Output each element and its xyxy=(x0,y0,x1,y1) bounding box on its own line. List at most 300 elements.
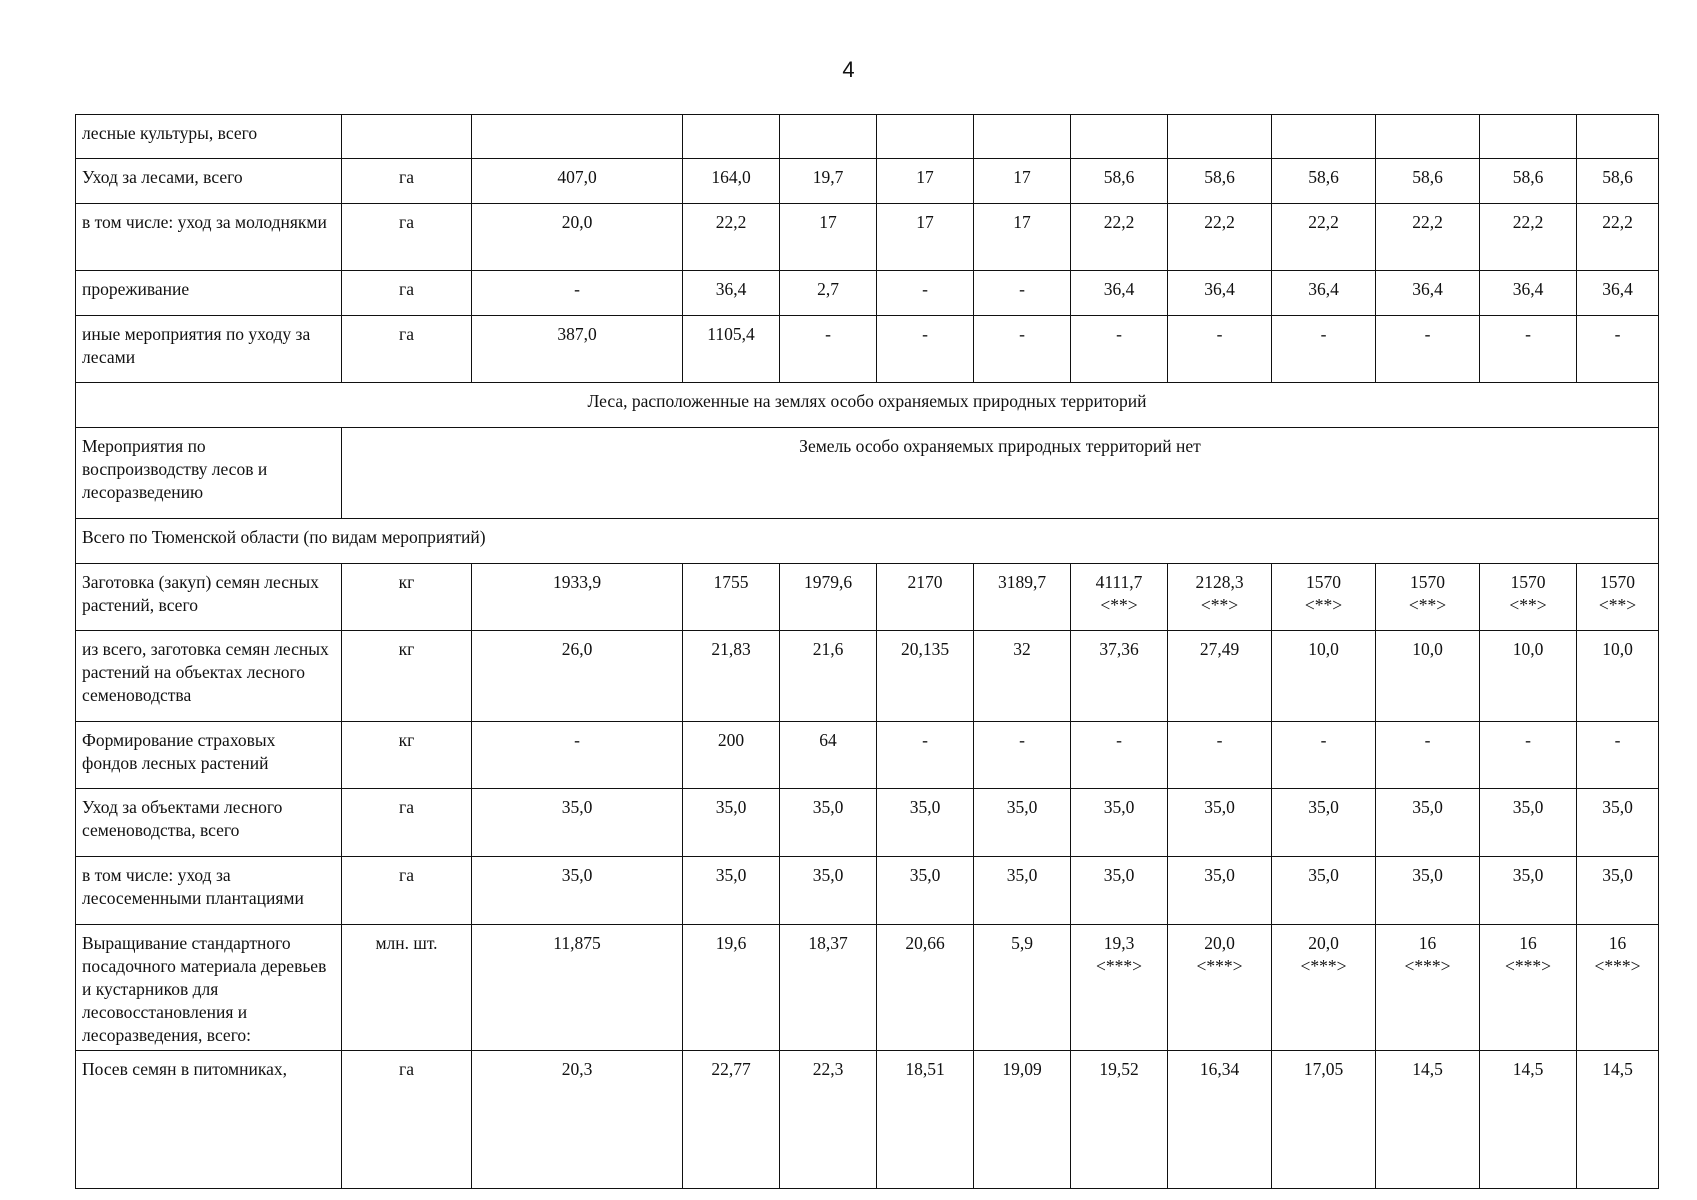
section-row xyxy=(76,383,1659,428)
cell-value: - xyxy=(922,324,928,344)
cell-value: 14,5 xyxy=(1512,1059,1544,1079)
value-cell xyxy=(1480,204,1577,271)
value-cell xyxy=(472,631,683,722)
cell-value: 16 xyxy=(1418,933,1437,953)
value-cell xyxy=(1480,631,1577,722)
row-unit: га xyxy=(342,271,472,316)
cell-value: 16,34 xyxy=(1199,1059,1240,1079)
value-cell xyxy=(1376,789,1480,857)
cell-value: 58,6 xyxy=(1602,167,1633,187)
cell-value: - xyxy=(1525,324,1531,344)
value-cell xyxy=(1480,789,1577,857)
value-cell xyxy=(974,631,1071,722)
value-cell xyxy=(683,115,780,159)
value-cell xyxy=(974,564,1071,631)
cell-value: 1755 xyxy=(713,572,749,592)
cell-value: 35,0 xyxy=(1308,797,1339,817)
value-cell xyxy=(780,271,877,316)
cell-value: 19,3 xyxy=(1103,933,1135,953)
value-cell xyxy=(1272,564,1376,631)
cell-value: 3189,7 xyxy=(997,572,1047,592)
cell-value: 36,4 xyxy=(1308,279,1339,299)
value-cell xyxy=(1168,564,1272,631)
cell-value: 35,0 xyxy=(909,865,941,885)
value-cell xyxy=(1577,1051,1659,1189)
cell-value: 36,4 xyxy=(1512,279,1544,299)
footnote-mark: <**> xyxy=(1408,595,1447,615)
cell-value: 58,6 xyxy=(1204,167,1235,187)
cell-value: 35,0 xyxy=(812,797,844,817)
value-cell xyxy=(683,789,780,857)
value-cell xyxy=(1376,925,1480,1051)
cell-value: 36,4 xyxy=(1204,279,1235,299)
cell-value: - xyxy=(825,324,831,344)
cell-value: 17,05 xyxy=(1303,1059,1344,1079)
value-cell xyxy=(877,789,974,857)
row-unit: га xyxy=(342,789,472,857)
row-label: Выращивание стандартного посадочного материала деревьев и кустарников для лесовосстановления и лесоразведения, всего: xyxy=(76,925,342,1051)
value-cell xyxy=(1071,722,1168,789)
cell-value: 2128,3 xyxy=(1195,572,1244,592)
value-cell xyxy=(1168,631,1272,722)
footnote-mark: <**> xyxy=(1200,595,1239,615)
value-cell xyxy=(1272,631,1376,722)
cell-value: 16 xyxy=(1608,933,1627,953)
value-cell xyxy=(1577,857,1659,925)
value-cell xyxy=(780,789,877,857)
cell-value: 10,0 xyxy=(1412,639,1443,659)
cell-value: 17 xyxy=(916,167,934,187)
cell-value: 35,0 xyxy=(1103,797,1135,817)
cell-value: 4111,7 xyxy=(1095,572,1143,592)
value-cell xyxy=(1071,789,1168,857)
cell-value: 35,0 xyxy=(715,865,747,885)
cell-value: 35,0 xyxy=(1412,865,1443,885)
value-cell xyxy=(1376,115,1480,159)
value-cell xyxy=(683,204,780,271)
cell-value: 22,2 xyxy=(715,212,747,232)
row-label: в том числе: уход за лесосеменными плантациями xyxy=(76,857,342,925)
cell-value: 17 xyxy=(819,212,837,232)
value-cell xyxy=(683,631,780,722)
value-cell xyxy=(974,115,1071,159)
value-cell xyxy=(1376,564,1480,631)
value-cell xyxy=(1480,564,1577,631)
cell-value: 35,0 xyxy=(561,797,593,817)
cell-value: 58,6 xyxy=(1412,167,1443,187)
cell-value: 35,0 xyxy=(1204,797,1235,817)
cell-value: 1933,9 xyxy=(552,572,602,592)
table-row xyxy=(76,631,1659,722)
value-cell xyxy=(877,204,974,271)
row-label: иные мероприятия по уходу за лесами xyxy=(76,316,342,383)
footnote-mark: <***> xyxy=(1096,956,1142,976)
row-unit: га xyxy=(342,857,472,925)
value-cell xyxy=(683,925,780,1051)
cell-value: 35,0 xyxy=(812,865,844,885)
cell-value: - xyxy=(1525,730,1531,750)
value-cell xyxy=(1480,857,1577,925)
value-cell xyxy=(780,316,877,383)
cell-value: 36,4 xyxy=(1602,279,1633,299)
value-cell xyxy=(1071,159,1168,204)
cell-value: 20,135 xyxy=(900,639,950,659)
value-cell xyxy=(1480,115,1577,159)
cell-value: 36,4 xyxy=(1412,279,1443,299)
value-cell xyxy=(683,564,780,631)
row-label: из всего, заготовка семян лесных растений на объектах лесного семеноводства xyxy=(76,631,342,722)
cell-value: 37,36 xyxy=(1099,639,1139,659)
value-cell xyxy=(1168,789,1272,857)
value-cell xyxy=(1272,857,1376,925)
cell-value: 58,6 xyxy=(1103,167,1135,187)
table-row xyxy=(76,925,1659,1051)
value-cell xyxy=(472,857,683,925)
row-unit: га xyxy=(342,316,472,383)
value-cell xyxy=(1071,316,1168,383)
table-row xyxy=(76,159,1659,204)
value-cell xyxy=(780,925,877,1051)
cell-value: 14,5 xyxy=(1412,1059,1443,1079)
forestry-measures-table xyxy=(75,114,1659,1189)
value-cell xyxy=(683,316,780,383)
value-cell xyxy=(1480,159,1577,204)
value-cell xyxy=(780,564,877,631)
cell-value: 26,0 xyxy=(561,639,593,659)
value-cell xyxy=(1168,925,1272,1051)
cell-value: - xyxy=(1320,730,1327,750)
value-cell xyxy=(472,564,683,631)
cell-value: - xyxy=(574,279,580,299)
cell-value: - xyxy=(1116,730,1122,750)
value-cell xyxy=(1272,115,1376,159)
cell-value: - xyxy=(1216,324,1223,344)
cell-value: - xyxy=(574,730,580,750)
cell-value: 387,0 xyxy=(557,324,597,344)
footnote-mark: <***> xyxy=(1505,956,1551,976)
value-cell xyxy=(1480,722,1577,789)
cell-value: 1570 xyxy=(1410,572,1445,592)
cell-value: 22,2 xyxy=(1602,212,1633,232)
table-row xyxy=(76,428,1659,519)
oopt-note: Земель особо охраняемых природных территорий нет xyxy=(342,428,1659,519)
cell-value: 35,0 xyxy=(1006,797,1038,817)
value-cell xyxy=(472,159,683,204)
value-cell xyxy=(1376,631,1480,722)
footnote-mark: <***> xyxy=(1594,956,1641,976)
cell-value: 10,0 xyxy=(1512,639,1544,659)
cell-value: 1570 xyxy=(1306,572,1341,592)
cell-value: 2170 xyxy=(907,572,943,592)
value-cell xyxy=(683,722,780,789)
value-cell xyxy=(472,925,683,1051)
value-cell xyxy=(877,925,974,1051)
cell-value: - xyxy=(1019,730,1025,750)
value-cell xyxy=(1168,115,1272,159)
value-cell xyxy=(1168,204,1272,271)
value-cell xyxy=(974,316,1071,383)
cell-value: 1105,4 xyxy=(707,324,755,344)
cell-value: 21,83 xyxy=(711,639,751,659)
value-cell xyxy=(1376,1051,1480,1189)
value-cell xyxy=(1071,925,1168,1051)
value-cell xyxy=(780,1051,877,1189)
row-unit xyxy=(342,115,472,159)
cell-value: 35,0 xyxy=(1512,865,1544,885)
cell-value: 22,2 xyxy=(1308,212,1339,232)
cell-value: 22,2 xyxy=(1204,212,1235,232)
section-row xyxy=(76,519,1659,564)
value-cell xyxy=(877,115,974,159)
cell-value: 10,0 xyxy=(1602,639,1633,659)
table-row xyxy=(76,857,1659,925)
row-label: Мероприятия по воспроизводству лесов и лесоразведению xyxy=(76,428,342,519)
cell-value: 18,37 xyxy=(808,933,848,953)
cell-value: 16 xyxy=(1519,933,1537,953)
value-cell xyxy=(1376,271,1480,316)
cell-value: 64 xyxy=(819,730,837,750)
cell-value: - xyxy=(1116,324,1122,344)
table-row xyxy=(76,316,1659,383)
value-cell xyxy=(974,1051,1071,1189)
value-cell xyxy=(1480,316,1577,383)
footnote-mark: <**> xyxy=(1598,595,1637,615)
value-cell xyxy=(1577,204,1659,271)
value-cell xyxy=(974,789,1071,857)
row-unit: га xyxy=(342,204,472,271)
cell-value: 22,3 xyxy=(812,1059,844,1079)
cell-value: 19,09 xyxy=(1002,1059,1042,1079)
value-cell xyxy=(472,316,683,383)
table-row xyxy=(76,204,1659,271)
footnote-mark: <**> xyxy=(1304,595,1343,615)
row-label: лесные культуры, всего xyxy=(76,115,342,159)
value-cell xyxy=(1272,316,1376,383)
value-cell xyxy=(1577,789,1659,857)
value-cell xyxy=(1577,316,1659,383)
value-cell xyxy=(780,204,877,271)
value-cell xyxy=(683,1051,780,1189)
value-cell xyxy=(1577,631,1659,722)
cell-value: - xyxy=(1424,730,1431,750)
cell-value: 35,0 xyxy=(1308,865,1339,885)
cell-value: 21,6 xyxy=(812,639,844,659)
row-unit: га xyxy=(342,159,472,204)
value-cell xyxy=(780,631,877,722)
value-cell xyxy=(780,722,877,789)
value-cell xyxy=(472,789,683,857)
cell-value: 58,6 xyxy=(1308,167,1339,187)
cell-value: 164,0 xyxy=(711,167,751,187)
value-cell xyxy=(1272,925,1376,1051)
table-row xyxy=(76,1051,1659,1189)
row-label: в том числе: уход за молоднякми xyxy=(76,204,342,271)
value-cell xyxy=(877,564,974,631)
footnote-mark: <**> xyxy=(1100,595,1138,615)
section-heading-total: Всего по Тюменской области (по видам мероприятий) xyxy=(76,519,1659,564)
row-unit: кг xyxy=(342,564,472,631)
cell-value: 22,2 xyxy=(1103,212,1135,232)
value-cell xyxy=(974,857,1071,925)
cell-value: 10,0 xyxy=(1308,639,1339,659)
cell-value: 22,77 xyxy=(711,1059,751,1079)
value-cell xyxy=(1168,316,1272,383)
value-cell xyxy=(1168,159,1272,204)
value-cell xyxy=(472,1051,683,1189)
value-cell xyxy=(1480,1051,1577,1189)
value-cell xyxy=(780,115,877,159)
value-cell xyxy=(472,271,683,316)
cell-value: 1570 xyxy=(1600,572,1635,592)
cell-value: 35,0 xyxy=(1512,797,1544,817)
value-cell xyxy=(1168,1051,1272,1189)
cell-value: 35,0 xyxy=(1412,797,1443,817)
value-cell xyxy=(1376,722,1480,789)
value-cell xyxy=(1168,722,1272,789)
cell-value: 20,0 xyxy=(1204,933,1235,953)
table-row xyxy=(76,271,1659,316)
row-label: Формирование страховых фондов лесных растений xyxy=(76,722,342,789)
value-cell xyxy=(974,159,1071,204)
value-cell xyxy=(1272,722,1376,789)
cell-value: - xyxy=(922,279,928,299)
value-cell xyxy=(1577,722,1659,789)
cell-value: 19,52 xyxy=(1099,1059,1139,1079)
row-label: Уход за объектами лесного семеноводства, всего xyxy=(76,789,342,857)
value-cell xyxy=(1272,789,1376,857)
value-cell xyxy=(780,159,877,204)
footnote-mark: <***> xyxy=(1300,956,1347,976)
cell-value: 17 xyxy=(1013,212,1031,232)
cell-value: - xyxy=(1320,324,1327,344)
row-unit: млн. шт. xyxy=(342,925,472,1051)
row-unit: кг xyxy=(342,722,472,789)
cell-value: - xyxy=(1216,730,1223,750)
value-cell xyxy=(1376,159,1480,204)
cell-value: - xyxy=(1424,324,1431,344)
value-cell xyxy=(1272,204,1376,271)
cell-value: - xyxy=(1019,324,1025,344)
value-cell xyxy=(1272,271,1376,316)
value-cell xyxy=(877,722,974,789)
section-heading-oopt: Леса, расположенные на землях особо охраняемых природных территорий xyxy=(76,383,1659,428)
cell-value: 35,0 xyxy=(1204,865,1235,885)
cell-value: 200 xyxy=(717,730,745,750)
cell-value: 407,0 xyxy=(557,167,597,187)
cell-value: 35,0 xyxy=(1103,865,1135,885)
cell-value: 35,0 xyxy=(909,797,941,817)
cell-value: 17 xyxy=(916,212,934,232)
value-cell xyxy=(1071,271,1168,316)
cell-value: - xyxy=(922,730,928,750)
cell-value: 14,5 xyxy=(1602,1059,1633,1079)
value-cell xyxy=(1071,564,1168,631)
table-row xyxy=(76,789,1659,857)
value-cell xyxy=(877,316,974,383)
cell-value: - xyxy=(1019,279,1025,299)
table-row xyxy=(76,115,1659,159)
cell-value: 17 xyxy=(1013,167,1031,187)
value-cell xyxy=(877,631,974,722)
value-cell xyxy=(1168,857,1272,925)
value-cell xyxy=(472,115,683,159)
cell-value: 32 xyxy=(1013,639,1031,659)
value-cell xyxy=(1168,271,1272,316)
cell-value: 35,0 xyxy=(561,865,593,885)
value-cell xyxy=(877,1051,974,1189)
value-cell xyxy=(1071,857,1168,925)
cell-value: 20,0 xyxy=(1308,933,1339,953)
cell-value: 19,6 xyxy=(715,933,747,953)
cell-value: 27,49 xyxy=(1199,639,1240,659)
value-cell xyxy=(877,271,974,316)
footnote-mark: <**> xyxy=(1509,595,1547,615)
row-label: Уход за лесами, всего xyxy=(76,159,342,204)
value-cell xyxy=(683,857,780,925)
value-cell xyxy=(1376,316,1480,383)
cell-value: 35,0 xyxy=(715,797,747,817)
value-cell xyxy=(877,159,974,204)
cell-value: 22,2 xyxy=(1512,212,1544,232)
value-cell xyxy=(1071,631,1168,722)
value-cell xyxy=(1577,564,1659,631)
row-label: Посев семян в питомниках, xyxy=(76,1051,342,1189)
cell-value: 36,4 xyxy=(715,279,747,299)
value-cell xyxy=(780,857,877,925)
value-cell xyxy=(1272,159,1376,204)
cell-value: 35,0 xyxy=(1602,797,1633,817)
cell-value: 1979,6 xyxy=(803,572,853,592)
cell-value: 1570 xyxy=(1510,572,1546,592)
value-cell xyxy=(974,204,1071,271)
footnote-mark: <***> xyxy=(1404,956,1451,976)
row-unit: кг xyxy=(342,631,472,722)
value-cell xyxy=(974,271,1071,316)
value-cell xyxy=(683,159,780,204)
cell-value: 22,2 xyxy=(1412,212,1443,232)
value-cell xyxy=(1577,271,1659,316)
value-cell xyxy=(683,271,780,316)
cell-value: 20,66 xyxy=(905,933,945,953)
value-cell xyxy=(1577,159,1659,204)
value-cell xyxy=(1480,925,1577,1051)
value-cell xyxy=(1071,204,1168,271)
table-row xyxy=(76,722,1659,789)
cell-value: 11,875 xyxy=(553,933,601,953)
cell-value: 2,7 xyxy=(817,279,839,299)
cell-value: 58,6 xyxy=(1512,167,1544,187)
value-cell xyxy=(1071,115,1168,159)
value-cell xyxy=(974,722,1071,789)
cell-value: 36,4 xyxy=(1103,279,1135,299)
value-cell xyxy=(1577,925,1659,1051)
value-cell xyxy=(1376,857,1480,925)
cell-value: 35,0 xyxy=(1006,865,1038,885)
cell-value: 20,0 xyxy=(561,212,593,232)
row-label: Заготовка (закуп) семян лесных растений, всего xyxy=(76,564,342,631)
value-cell xyxy=(1071,1051,1168,1189)
cell-value: 35,0 xyxy=(1602,865,1633,885)
value-cell xyxy=(1272,1051,1376,1189)
footnote-mark: <***> xyxy=(1196,956,1243,976)
cell-value: - xyxy=(1614,324,1621,344)
cell-value: - xyxy=(1614,730,1621,750)
row-unit: га xyxy=(342,1051,472,1189)
value-cell xyxy=(472,722,683,789)
page-number: 4 xyxy=(842,57,855,82)
cell-value: 5,9 xyxy=(1011,933,1033,953)
table-row xyxy=(76,564,1659,631)
